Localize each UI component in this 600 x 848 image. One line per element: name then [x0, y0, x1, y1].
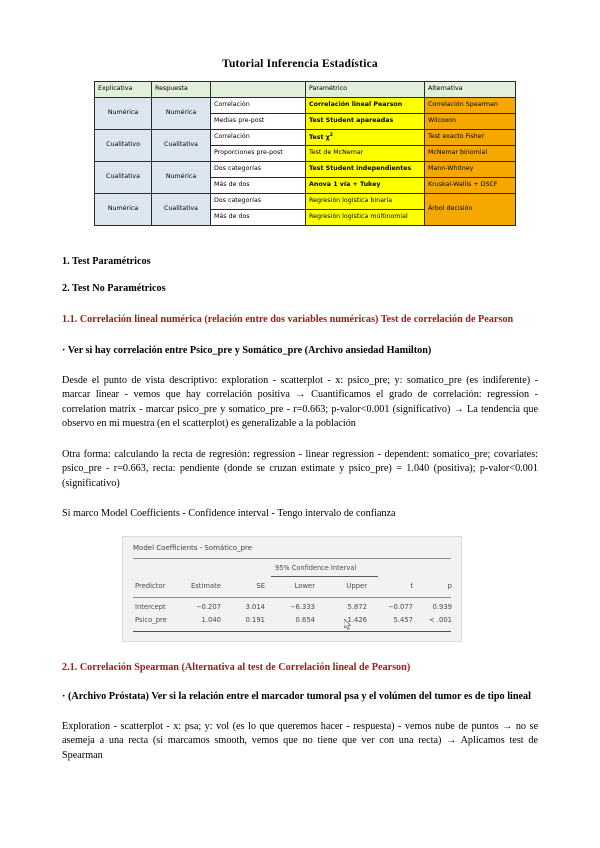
- cell-explicativa: Cualitativa: [95, 162, 152, 194]
- mouse-pointer-icon: [344, 619, 351, 630]
- jamovi-cell-se: 3.014: [245, 602, 265, 611]
- page-title: Tutorial Inferencia Estadística: [222, 58, 378, 70]
- heading-2-1: 2.1. Correlación Spearman (Alternativa al test de Correlación lineal de Pearson): [62, 661, 411, 673]
- cell-criterio: Proporciones pre-post: [211, 146, 306, 162]
- cell-parametrico: Test Student apareadas: [306, 114, 425, 130]
- header-parametrico: Paramétrico: [306, 82, 425, 98]
- cell-parametrico: [306, 130, 425, 146]
- header-alternativa: Alternativa: [425, 82, 516, 98]
- cell-criterio: Dos categorías: [211, 194, 306, 210]
- paragraph-recta-regresion: Otra forma: calculando la recta de regresión: regression - linear regression - dependent: somatico_pre; covariates: psico_pre - r=0.663, recta: pendiente (donde se cruzan estimate y psico_pre) = 1.040 (positiva); p-valor<0.001 (significativo): [62, 448, 538, 489]
- jamovi-header-p: p: [447, 581, 452, 590]
- cell-alternativa: McNemar binomial: [425, 146, 516, 162]
- cell-parametrico: Regresión logística binaria: [306, 194, 425, 210]
- cell-parametrico: Test de McNemar: [306, 146, 425, 162]
- cell-alternativa: Wilcoxon: [425, 114, 516, 130]
- jamovi-cell-estimate: 1.040: [201, 615, 221, 624]
- cell-parametrico: Test Student independientes: [306, 162, 425, 178]
- jamovi-output-title: Model Coefficients - Somático_pre: [133, 543, 253, 552]
- jamovi-rule-bottom: [133, 631, 451, 633]
- heading-1-1: 1.1. Correlación lineal numérica (relación entre dos variables numéricas) Test de correlación de Pearson: [62, 314, 514, 325]
- cell-respuesta: Cualitativa: [152, 130, 211, 162]
- table-row: [95, 130, 516, 146]
- jamovi-row-psico-pre: [123, 616, 461, 628]
- cell-parametrico: Regresión logística múltinomial: [306, 210, 425, 226]
- cell-criterio: Medias pre-post: [211, 114, 306, 130]
- cell-parametrico: Anova 1 vía + Tukey: [306, 178, 425, 194]
- jamovi-rule-top: [133, 558, 451, 559]
- inference-matrix-table: [94, 81, 538, 226]
- bullet-correlacion-psico-somatico: · Ver si hay correlación entre Psico_pre y Somático_pre (Archivo ansiedad Hamilton): [62, 345, 432, 356]
- chi-square-exponent: 2: [329, 132, 333, 138]
- jamovi-ci-header: 95% Confidence Interval: [275, 563, 357, 572]
- list-item-test-no-parametricos: 2. Test No Paramétricos: [62, 283, 166, 294]
- jamovi-cell-t: −0.077: [387, 602, 413, 611]
- cell-respuesta: Numérica: [152, 162, 211, 194]
- cell-criterio: Correlación: [211, 130, 306, 146]
- cell-explicativa: Numérica: [95, 98, 152, 130]
- cell-alternativa: Árbol decisión: [425, 194, 516, 226]
- paragraph-spearman-exploration: Exploration - scatterplot - x: psa; y: vol (es lo que queremos hacer - respuesta) - vemos nube de puntos → no se asemeja a una recta (si marcamos smooth, vemos que no tiene que ver con una recta) → Aplicamos test de Spearman: [62, 720, 538, 761]
- jamovi-header-row: [123, 582, 461, 594]
- jamovi-cell-p: 0.939: [432, 602, 452, 611]
- header-criterio: [211, 82, 306, 98]
- cell-criterio: Dos categorías: [211, 162, 306, 178]
- jamovi-cell-upper: 5.872: [347, 602, 367, 611]
- cell-parametrico: Correlación lineal Pearson: [306, 98, 425, 114]
- jamovi-model-coefficients-output: [122, 536, 462, 642]
- jamovi-ci-rule: [271, 576, 378, 577]
- table-row: [95, 98, 516, 114]
- header-respuesta: Respuesta: [152, 82, 211, 98]
- jamovi-cell-predictor: Psico_pre: [135, 615, 167, 624]
- table-row: [95, 194, 516, 210]
- cell-explicativa: Cualitativo: [95, 130, 152, 162]
- bullet-prostata-psa-volumen: · (Archivo Próstata) Ver si la relación entre el marcador tumoral psa y el volúmen del tumor es de tipo lineal: [62, 690, 531, 702]
- jamovi-cell-se: 0.191: [245, 615, 265, 624]
- cell-explicativa: Numérica: [95, 194, 152, 226]
- jamovi-header-se: SE: [256, 581, 265, 590]
- document-content: [62, 58, 538, 763]
- cell-criterio: Más de dos: [211, 210, 306, 226]
- paragraph-model-coefficients: Si marco Model Coefficients - Confidence interval - Tengo intervalo de confianza: [62, 508, 396, 520]
- cell-alternativa: Correlación Spearman: [425, 98, 516, 114]
- cell-alternativa: Test exacto Fisher: [425, 130, 516, 146]
- jamovi-cell-predictor: Intercept: [135, 602, 166, 611]
- jamovi-cell-upper: 1.426: [347, 615, 367, 624]
- jamovi-row-intercept: [123, 603, 461, 615]
- jamovi-header-upper: Upper: [346, 581, 367, 590]
- cell-respuesta: Cualitativa: [152, 194, 211, 226]
- jamovi-cell-estimate: −0.207: [195, 602, 221, 611]
- jamovi-header-predictor: Predictor: [135, 581, 166, 590]
- chi-square-label: Test χ: [309, 133, 330, 141]
- jamovi-cell-p: < .001: [429, 615, 452, 624]
- jamovi-cell-t: 5.457: [393, 615, 413, 624]
- list-item-test-parametricos: 1. Test Paramétricos: [62, 256, 151, 267]
- cell-criterio: Correlación: [211, 98, 306, 114]
- paragraph-descriptivo: Desde el punto de vista descriptivo: exploration - scatterplot - x: psico_pre; y: somatico_pre (es indiferente) - marcar linear - vemos que hay correlación positiva → Cuantificamos el grado de correlación: regression - correlation matrix - marcar psico_pre y somatico_pre - r=0.663; p-valor<0.001 (significativo) → La tendencia que observo en mi muestra (en el scatterplot) es generalizable a la población: [62, 375, 538, 430]
- header-explicativa: Explicativa: [95, 82, 152, 98]
- table-row: [95, 162, 516, 178]
- jamovi-header-estimate: Estimate: [190, 581, 221, 590]
- cell-criterio: Más de dos: [211, 178, 306, 194]
- table-header-row: [95, 82, 516, 98]
- jamovi-header-t: t: [410, 581, 413, 590]
- jamovi-rule-header: [133, 597, 451, 598]
- jamovi-header-lower: Lower: [294, 581, 315, 590]
- cell-alternativa: Mann-Whitney: [425, 162, 516, 178]
- cell-respuesta: Numérica: [152, 98, 211, 130]
- cell-alternativa: Kruskal-Wallis + DSCF: [425, 178, 516, 194]
- jamovi-cell-lower: −6.333: [289, 602, 315, 611]
- jamovi-cell-lower: 0.654: [295, 615, 315, 624]
